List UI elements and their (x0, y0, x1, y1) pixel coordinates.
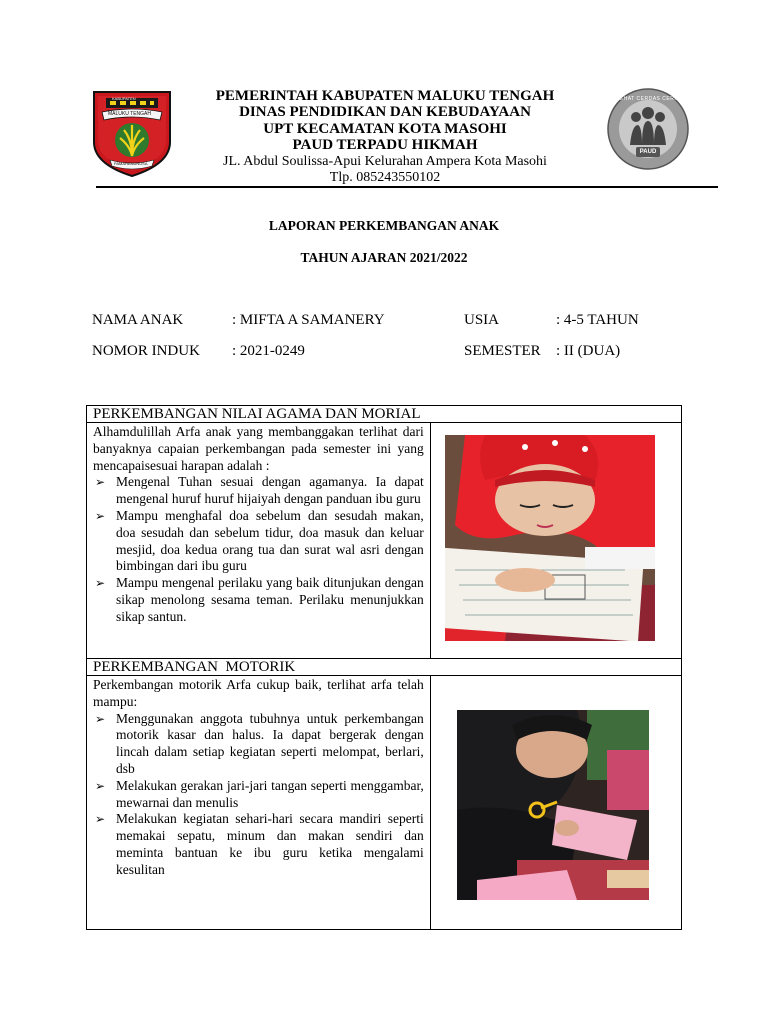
semester-label: SEMESTER (464, 343, 541, 359)
left-logo-top-text: KABUPATEN (112, 96, 136, 101)
section-heading-motor (87, 659, 682, 676)
header-phone: Tlp. 085243550102 (329, 170, 441, 185)
motor-photo-cell (430, 676, 681, 930)
section-heading-religion-text: PERKEMBANGAN NILAI AGAMA DAN MORIAL (93, 406, 421, 422)
motor-intro: Perkembangan motorik Arfa cukup baik, terlihat arfa telah mampu: (93, 677, 424, 709)
header-district-unit: UPT KECAMATAN KOTA MASOHI (263, 121, 507, 137)
list-item-text: Mampu mengenal perilaku yang baik ditunjukan dengan sikap menolong sesama teman. Perilaku menunjukkan sikap santun. (116, 575, 424, 624)
header-address: JL. Abdul Soulissa-Apui Kelurahan Ampera Kota Masohi (223, 154, 547, 169)
child-reading-iqro-photo (445, 435, 655, 641)
development-report-table (86, 405, 682, 930)
list-item-text: Melakukan kegiatan sehari-hari secara mandiri seperti memakai sepatu, minum dan makan sendiri dan meminta bantuan ke ibu guru ketika mengalami kesulitan (116, 811, 424, 877)
list-item-text: Mengenal Tuhan sesuai dengan agamanya. Ia dapat mengenal huruf huruf hijaiyah dengan panduan ibu guru (116, 474, 424, 507)
list-item (95, 710, 424, 778)
list-item (95, 474, 424, 508)
paud-logo-label: PAUD (639, 149, 657, 155)
list-item (95, 777, 424, 812)
paud-logo-ring-text: SEHAT CERDAS CERIA (615, 96, 681, 102)
arrow-bullet-icon: ➢ (95, 508, 106, 523)
religion-intro: Alhamdulillah Arfa anak yang membanggakan terlihat dari banyaknya capaian perkembangan pada semester ini yang mencapaisesuai harapan adalah : (93, 424, 424, 473)
age-value: : 4-5 TAHUN (556, 312, 639, 328)
motor-text-cell (87, 676, 431, 930)
academic-year: TAHUN AJARAN 2021/2022 (300, 250, 468, 265)
header-department: DINAS PENDIDIKAN DAN KEBUDAYAAN (239, 104, 531, 120)
arrow-bullet-icon: ➢ (95, 475, 106, 490)
list-item-text: Menggunakan anggota tubuhnya untuk perkembangan motorik kasar dan halus. Ia dapat bergerak dengan lincah dalam setiap kegiatan seperti melompat, berlari, dsb (116, 710, 424, 776)
list-item (95, 575, 424, 625)
student-id-label: NOMOR INDUK (92, 343, 200, 359)
arrow-bullet-icon: ➢ (95, 711, 106, 726)
list-item (95, 507, 424, 575)
list-item-text: Mampu menghafal doa sebelum dan sesudah makan, doa sesudah dan sebelum tidur, doa masuk dan keluar mesjid, doa kedua orang tua dan surat wal asri dengan bimbingan dari ibu guru (116, 507, 424, 574)
left-logo-band-text: MALUKU TENGAH (108, 111, 151, 117)
religion-text-cell (87, 423, 431, 659)
letterhead-divider (96, 186, 718, 188)
header-school-name: PAUD TERPADU HIKMAH (292, 137, 478, 153)
name-label: NAMA ANAK (92, 312, 184, 328)
section-heading-religion (87, 406, 682, 423)
section-heading-motor-text: PERKEMBANGAN MOTORIK (93, 659, 296, 675)
arrow-bullet-icon: ➢ (95, 812, 106, 827)
age-label: USIA (464, 312, 500, 328)
student-id-value: : 2021-0249 (232, 343, 305, 359)
list-item (95, 811, 424, 878)
religion-photo-cell (430, 423, 681, 659)
list-item-text: Melakukan gerakan jari-jari tangan seperti menggambar, mewarnai dan menulis (116, 777, 424, 810)
semester-value: : II (DUA) (556, 343, 621, 359)
arrow-bullet-icon: ➢ (95, 778, 106, 793)
header-government: PEMERINTAH KABUPATEN MALUKU TENGAH (215, 88, 555, 104)
child-cutting-paper-photo (457, 710, 649, 900)
report-title: LAPORAN PERKEMBANGAN ANAK (268, 218, 500, 233)
arrow-bullet-icon: ➢ (95, 576, 106, 591)
left-logo-bottom-text: PAMAHANUNUSA (114, 161, 148, 166)
name-value: : MIFTA A SAMANERY (232, 312, 385, 328)
